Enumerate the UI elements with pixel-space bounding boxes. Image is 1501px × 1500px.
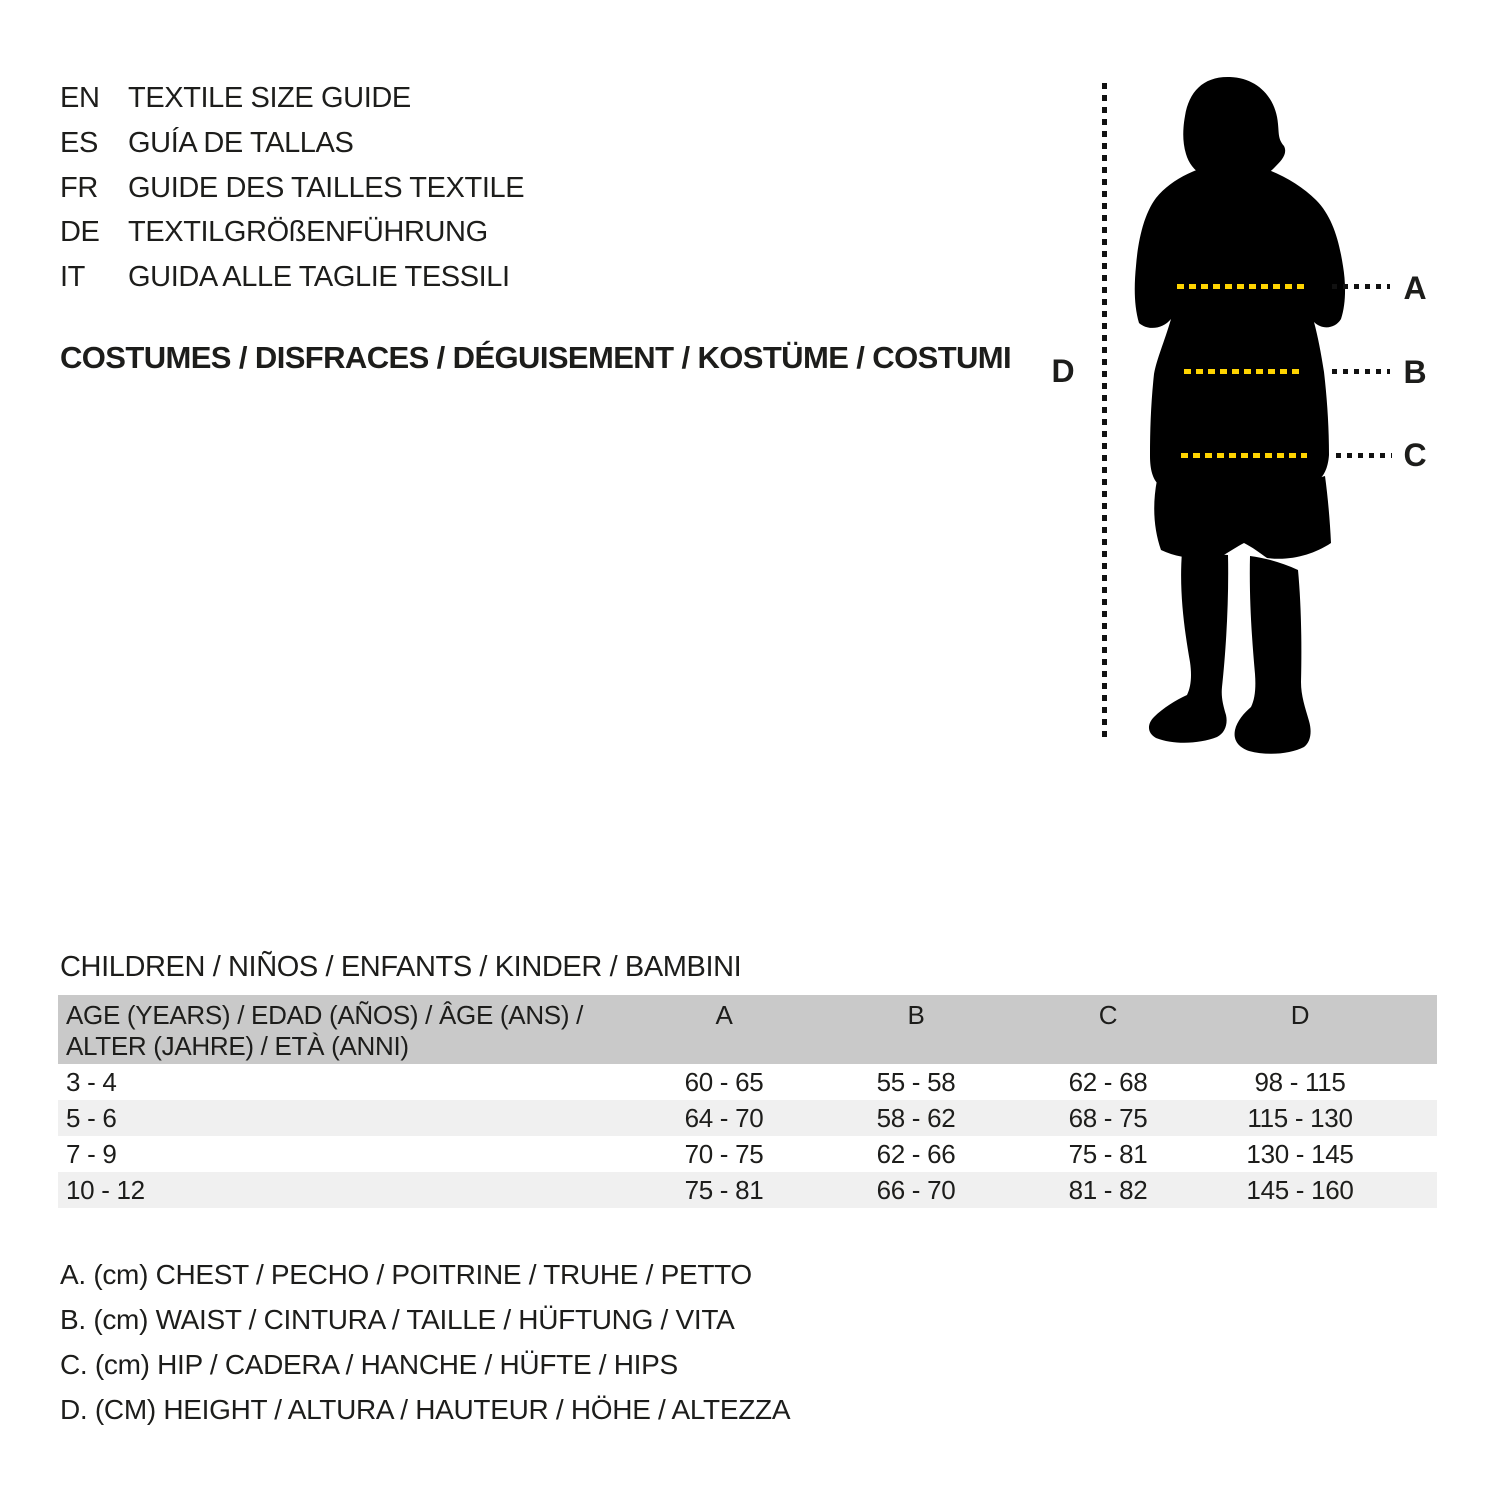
list-item xyxy=(60,210,524,255)
chest-line xyxy=(1177,284,1305,289)
marker-label-height: D xyxy=(1051,353,1075,389)
hip-cell: 62 - 68 xyxy=(1068,1066,1148,1097)
waist-cell: 66 - 70 xyxy=(876,1174,956,1205)
table-row xyxy=(58,1172,1437,1208)
marker-label-waist: B xyxy=(1403,354,1427,390)
language-label: GUIDA ALLE TAGLIE TESSILI xyxy=(128,261,510,294)
category-title: COSTUMES / DISFRACES / DÉGUISEMENT / KOSTÜME / COSTUMI xyxy=(60,340,1012,375)
section-title: CHILDREN / NIÑOS / ENFANTS / KINDER / BAMBINI xyxy=(60,951,742,983)
age-cell: 10 - 12 xyxy=(66,1174,145,1205)
language-code: EN xyxy=(60,82,100,114)
chest-cell: 75 - 81 xyxy=(684,1174,764,1205)
height-cell: 98 - 115 xyxy=(1254,1066,1346,1097)
legend-item-chest: A. (cm) CHEST / PECHO / POITRINE / TRUHE / PETTO xyxy=(60,1259,752,1290)
chest-cell: 60 - 65 xyxy=(684,1066,764,1097)
table-row xyxy=(58,1100,1437,1136)
column-header-a: A xyxy=(715,1000,733,1030)
height-cell: 130 - 145 xyxy=(1246,1138,1354,1169)
language-code: DE xyxy=(60,216,100,249)
list-item xyxy=(60,76,524,121)
column-header-c: C xyxy=(1098,1000,1118,1030)
language-label: TEXTILE SIZE GUIDE xyxy=(128,82,411,114)
waist-cell: 58 - 62 xyxy=(876,1102,956,1133)
hip-cell: 75 - 81 xyxy=(1068,1138,1148,1169)
child-silhouette xyxy=(1080,60,1400,760)
language-guide-list xyxy=(60,76,524,300)
list-item xyxy=(60,121,524,166)
chest-connector-line xyxy=(1332,284,1390,289)
size-table xyxy=(58,995,1437,1208)
hip-cell: 68 - 75 xyxy=(1068,1102,1148,1133)
language-label: TEXTILGRÖßENFÜHRUNG xyxy=(128,216,488,249)
hip-line xyxy=(1181,453,1307,458)
age-cell: 3 - 4 xyxy=(66,1066,117,1097)
legend-item-hip: C. (cm) HIP / CADERA / HANCHE / HÜFTE / HIPS xyxy=(60,1349,678,1380)
age-header-line2: ALTER (JAHRE) / ETÀ (ANNI) xyxy=(66,1031,409,1061)
legend-item-waist: B. (cm) WAIST / CINTURA / TAILLE / HÜFTUNG / VITA xyxy=(60,1304,735,1335)
table-row xyxy=(58,1136,1437,1172)
column-header-d: D xyxy=(1290,1000,1310,1030)
chest-cell: 70 - 75 xyxy=(684,1138,764,1169)
language-code: IT xyxy=(60,261,85,294)
waist-connector-line xyxy=(1332,369,1390,374)
list-item xyxy=(60,166,524,211)
column-header-b: B xyxy=(907,1000,925,1030)
height-cell: 115 - 130 xyxy=(1247,1102,1353,1133)
language-label: GUÍA DE TALLAS xyxy=(128,126,354,159)
table-row xyxy=(58,1064,1437,1100)
waist-cell: 55 - 58 xyxy=(876,1066,956,1097)
language-code: FR xyxy=(60,171,98,204)
language-label: GUIDE DES TAILLES TEXTILE xyxy=(128,171,525,204)
marker-label-hip: C xyxy=(1403,437,1427,473)
waist-line xyxy=(1184,369,1300,374)
measurement-legend xyxy=(60,1252,790,1432)
height-cell: 145 - 160 xyxy=(1246,1174,1354,1205)
list-item xyxy=(60,255,524,300)
hip-connector-line xyxy=(1336,453,1392,458)
age-cell: 7 - 9 xyxy=(66,1138,117,1169)
hip-cell: 81 - 82 xyxy=(1068,1174,1148,1205)
age-cell: 5 - 6 xyxy=(66,1102,117,1133)
marker-label-chest: A xyxy=(1403,270,1427,306)
chest-cell: 64 - 70 xyxy=(684,1102,764,1133)
size-table-header-row xyxy=(58,995,1437,1064)
waist-cell: 62 - 66 xyxy=(876,1138,956,1169)
age-header-line1: AGE (YEARS) / EDAD (AÑOS) / ÂGE (ANS) / xyxy=(66,1000,584,1030)
height-line xyxy=(1102,83,1107,743)
language-code: ES xyxy=(60,126,98,159)
legend-item-height: D. (CM) HEIGHT / ALTURA / HAUTEUR / HÖHE / ALTEZZA xyxy=(60,1394,791,1425)
age-column-header xyxy=(58,995,628,1064)
